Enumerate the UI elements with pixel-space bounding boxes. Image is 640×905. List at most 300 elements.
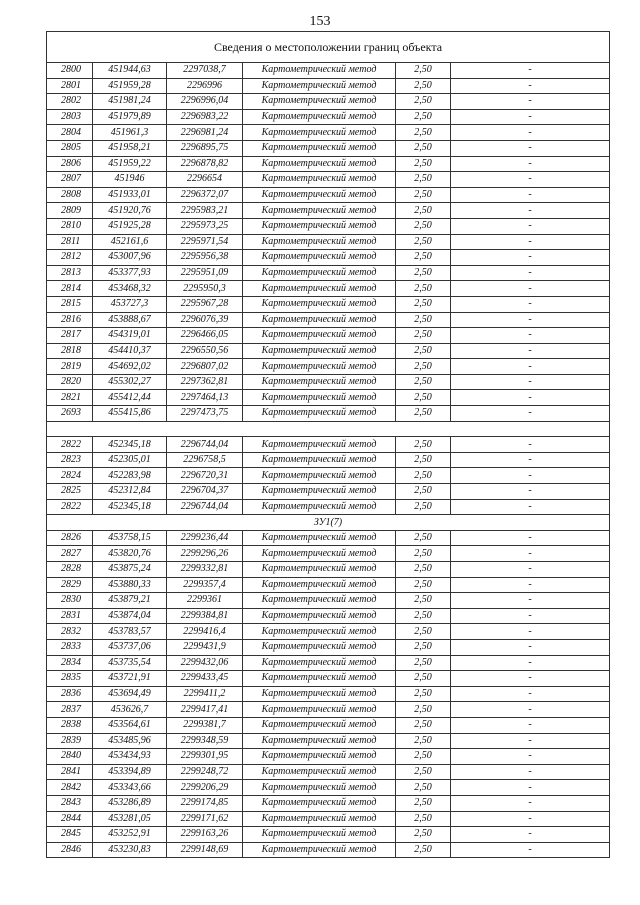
extra-cell: - bbox=[451, 452, 610, 468]
method-cell: Картометрический метод bbox=[243, 218, 396, 234]
y-coordinate-cell: 2299332,81 bbox=[167, 562, 243, 578]
table-row bbox=[47, 343, 610, 359]
accuracy-cell: 2,50 bbox=[396, 717, 451, 733]
accuracy-cell: 2,50 bbox=[396, 468, 451, 484]
method-cell: Картометрический метод bbox=[243, 374, 396, 390]
accuracy-cell: 2,50 bbox=[396, 63, 451, 79]
point-number-cell: 2844 bbox=[47, 811, 93, 827]
x-coordinate-cell: 451959,28 bbox=[93, 78, 167, 94]
table-row bbox=[47, 156, 610, 172]
point-number-cell: 2824 bbox=[47, 468, 93, 484]
point-number-cell: 2800 bbox=[47, 63, 93, 79]
point-number-cell: 2838 bbox=[47, 717, 93, 733]
point-number-cell: 2826 bbox=[47, 530, 93, 546]
point-number-cell: 2806 bbox=[47, 156, 93, 172]
table-row bbox=[47, 811, 610, 827]
extra-cell: - bbox=[451, 749, 610, 765]
x-coordinate-cell: 455412,44 bbox=[93, 390, 167, 406]
x-coordinate-cell: 452345,18 bbox=[93, 437, 167, 453]
x-coordinate-cell: 453564,61 bbox=[93, 717, 167, 733]
accuracy-cell: 2,50 bbox=[396, 156, 451, 172]
accuracy-cell: 2,50 bbox=[396, 250, 451, 266]
x-coordinate-cell: 454319,01 bbox=[93, 328, 167, 344]
point-number-cell: 2823 bbox=[47, 452, 93, 468]
point-number-cell: 2829 bbox=[47, 577, 93, 593]
method-cell: Картометрический метод bbox=[243, 187, 396, 203]
x-coordinate-cell: 452305,01 bbox=[93, 452, 167, 468]
method-cell: Картометрический метод bbox=[243, 234, 396, 250]
y-coordinate-cell: 2296076,39 bbox=[167, 312, 243, 328]
y-coordinate-cell: 2299174,85 bbox=[167, 795, 243, 811]
accuracy-cell: 2,50 bbox=[396, 842, 451, 858]
y-coordinate-cell: 2297473,75 bbox=[167, 406, 243, 422]
table-row bbox=[47, 484, 610, 500]
accuracy-cell: 2,50 bbox=[396, 795, 451, 811]
method-cell: Картометрический метод bbox=[243, 717, 396, 733]
table-row bbox=[47, 717, 610, 733]
extra-cell: - bbox=[451, 702, 610, 718]
extra-cell: - bbox=[451, 780, 610, 796]
method-cell: Картометрический метод bbox=[243, 499, 396, 515]
accuracy-cell: 2,50 bbox=[396, 686, 451, 702]
y-coordinate-cell: 2296981,24 bbox=[167, 125, 243, 141]
accuracy-cell: 2,50 bbox=[396, 374, 451, 390]
y-coordinate-cell: 2296654 bbox=[167, 172, 243, 188]
x-coordinate-cell: 455302,27 bbox=[93, 374, 167, 390]
method-cell: Картометрический метод bbox=[243, 484, 396, 500]
extra-cell: - bbox=[451, 296, 610, 312]
point-number-cell: 2825 bbox=[47, 484, 93, 500]
point-number-cell: 2840 bbox=[47, 749, 93, 765]
x-coordinate-cell: 453874,04 bbox=[93, 608, 167, 624]
point-number-cell: 2801 bbox=[47, 78, 93, 94]
x-coordinate-cell: 453468,32 bbox=[93, 281, 167, 297]
extra-cell: - bbox=[451, 468, 610, 484]
method-cell: Картометрический метод bbox=[243, 109, 396, 125]
table-row bbox=[47, 281, 610, 297]
blank-cell bbox=[47, 421, 610, 437]
table-row bbox=[47, 546, 610, 562]
extra-cell: - bbox=[451, 265, 610, 281]
point-number-cell: 2841 bbox=[47, 764, 93, 780]
x-coordinate-cell: 451925,28 bbox=[93, 218, 167, 234]
table-row bbox=[47, 250, 610, 266]
x-coordinate-cell: 453875,24 bbox=[93, 562, 167, 578]
table-row bbox=[47, 577, 610, 593]
method-cell: Картометрический метод bbox=[243, 437, 396, 453]
method-cell: Картометрический метод bbox=[243, 795, 396, 811]
point-number-cell: 2821 bbox=[47, 390, 93, 406]
accuracy-cell: 2,50 bbox=[396, 764, 451, 780]
extra-cell: - bbox=[451, 250, 610, 266]
y-coordinate-cell: 2295967,28 bbox=[167, 296, 243, 312]
table-row bbox=[47, 109, 610, 125]
method-cell: Картометрический метод bbox=[243, 639, 396, 655]
accuracy-cell: 2,50 bbox=[396, 328, 451, 344]
method-cell: Картометрический метод bbox=[243, 811, 396, 827]
accuracy-cell: 2,50 bbox=[396, 203, 451, 219]
point-number-cell: 2812 bbox=[47, 250, 93, 266]
boundary-table bbox=[46, 31, 610, 858]
method-cell: Картометрический метод bbox=[243, 328, 396, 344]
extra-cell: - bbox=[451, 156, 610, 172]
accuracy-cell: 2,50 bbox=[396, 484, 451, 500]
y-coordinate-cell: 2299148,69 bbox=[167, 842, 243, 858]
x-coordinate-cell: 451979,89 bbox=[93, 109, 167, 125]
extra-cell: - bbox=[451, 530, 610, 546]
table-row bbox=[47, 187, 610, 203]
extra-cell: - bbox=[451, 499, 610, 515]
table-row bbox=[47, 63, 610, 79]
x-coordinate-cell: 453434,93 bbox=[93, 749, 167, 765]
x-coordinate-cell: 452161,6 bbox=[93, 234, 167, 250]
table-row bbox=[47, 749, 610, 765]
point-number-cell: 2839 bbox=[47, 733, 93, 749]
table-row bbox=[47, 312, 610, 328]
table-row bbox=[47, 265, 610, 281]
accuracy-cell: 2,50 bbox=[396, 639, 451, 655]
method-cell: Картометрический метод bbox=[243, 203, 396, 219]
table-title-row bbox=[47, 32, 610, 63]
point-number-cell: 2835 bbox=[47, 671, 93, 687]
method-cell: Картометрический метод bbox=[243, 452, 396, 468]
table-row bbox=[47, 234, 610, 250]
point-number-cell: 2828 bbox=[47, 562, 93, 578]
extra-cell: - bbox=[451, 343, 610, 359]
extra-cell: - bbox=[451, 203, 610, 219]
point-number-cell: 2810 bbox=[47, 218, 93, 234]
y-coordinate-cell: 2296744,04 bbox=[167, 499, 243, 515]
table-row bbox=[47, 780, 610, 796]
extra-cell: - bbox=[451, 406, 610, 422]
accuracy-cell: 2,50 bbox=[396, 593, 451, 609]
accuracy-cell: 2,50 bbox=[396, 733, 451, 749]
x-coordinate-cell: 453735,54 bbox=[93, 655, 167, 671]
extra-cell: - bbox=[451, 374, 610, 390]
table-row bbox=[47, 140, 610, 156]
y-coordinate-cell: 2296758,5 bbox=[167, 452, 243, 468]
table-row bbox=[47, 296, 610, 312]
method-cell: Картометрический метод bbox=[243, 125, 396, 141]
extra-cell: - bbox=[451, 328, 610, 344]
extra-cell: - bbox=[451, 764, 610, 780]
accuracy-cell: 2,50 bbox=[396, 577, 451, 593]
accuracy-cell: 2,50 bbox=[396, 125, 451, 141]
y-coordinate-cell: 2299381,7 bbox=[167, 717, 243, 733]
y-coordinate-cell: 2299296,26 bbox=[167, 546, 243, 562]
accuracy-cell: 2,50 bbox=[396, 78, 451, 94]
point-number-cell: 2693 bbox=[47, 406, 93, 422]
y-coordinate-cell: 2296744,04 bbox=[167, 437, 243, 453]
x-coordinate-cell: 451958,21 bbox=[93, 140, 167, 156]
table-row bbox=[47, 655, 610, 671]
method-cell: Картометрический метод bbox=[243, 172, 396, 188]
y-coordinate-cell: 2299433,45 bbox=[167, 671, 243, 687]
table-row bbox=[47, 671, 610, 687]
x-coordinate-cell: 453783,57 bbox=[93, 624, 167, 640]
x-coordinate-cell: 451961,3 bbox=[93, 125, 167, 141]
x-coordinate-cell: 453286,89 bbox=[93, 795, 167, 811]
method-cell: Картометрический метод bbox=[243, 733, 396, 749]
extra-cell: - bbox=[451, 577, 610, 593]
page-number: 153 bbox=[309, 14, 331, 29]
extra-cell: - bbox=[451, 187, 610, 203]
x-coordinate-cell: 451920,76 bbox=[93, 203, 167, 219]
x-coordinate-cell: 451933,01 bbox=[93, 187, 167, 203]
table-row bbox=[47, 390, 610, 406]
x-coordinate-cell: 451946 bbox=[93, 172, 167, 188]
x-coordinate-cell: 453626,7 bbox=[93, 702, 167, 718]
extra-cell: - bbox=[451, 593, 610, 609]
extra-cell: - bbox=[451, 390, 610, 406]
method-cell: Картометрический метод bbox=[243, 63, 396, 79]
section-label: ЗУ1(7) bbox=[47, 515, 610, 531]
table-row bbox=[47, 374, 610, 390]
x-coordinate-cell: 453880,33 bbox=[93, 577, 167, 593]
accuracy-cell: 2,50 bbox=[396, 406, 451, 422]
x-coordinate-cell: 453485,96 bbox=[93, 733, 167, 749]
accuracy-cell: 2,50 bbox=[396, 234, 451, 250]
point-number-cell: 2811 bbox=[47, 234, 93, 250]
y-coordinate-cell: 2296704,37 bbox=[167, 484, 243, 500]
table-row bbox=[47, 608, 610, 624]
y-coordinate-cell: 2297464,13 bbox=[167, 390, 243, 406]
method-cell: Картометрический метод bbox=[243, 562, 396, 578]
accuracy-cell: 2,50 bbox=[396, 390, 451, 406]
table-row bbox=[47, 125, 610, 141]
point-number-cell: 2834 bbox=[47, 655, 93, 671]
point-number-cell: 2837 bbox=[47, 702, 93, 718]
y-coordinate-cell: 2299163,26 bbox=[167, 827, 243, 843]
extra-cell: - bbox=[451, 686, 610, 702]
accuracy-cell: 2,50 bbox=[396, 546, 451, 562]
accuracy-cell: 2,50 bbox=[396, 359, 451, 375]
x-coordinate-cell: 454410,37 bbox=[93, 343, 167, 359]
point-number-cell: 2802 bbox=[47, 94, 93, 110]
accuracy-cell: 2,50 bbox=[396, 749, 451, 765]
method-cell: Картометрический метод bbox=[243, 655, 396, 671]
point-number-cell: 2827 bbox=[47, 546, 93, 562]
y-coordinate-cell: 2297362,81 bbox=[167, 374, 243, 390]
table-row bbox=[47, 530, 610, 546]
method-cell: Картометрический метод bbox=[243, 312, 396, 328]
extra-cell: - bbox=[451, 218, 610, 234]
method-cell: Картометрический метод bbox=[243, 530, 396, 546]
point-number-cell: 2830 bbox=[47, 593, 93, 609]
extra-cell: - bbox=[451, 827, 610, 843]
table-row bbox=[47, 359, 610, 375]
extra-cell: - bbox=[451, 608, 610, 624]
x-coordinate-cell: 452345,18 bbox=[93, 499, 167, 515]
x-coordinate-cell: 453888,67 bbox=[93, 312, 167, 328]
point-number-cell: 2808 bbox=[47, 187, 93, 203]
x-coordinate-cell: 453281,05 bbox=[93, 811, 167, 827]
y-coordinate-cell: 2296466,05 bbox=[167, 328, 243, 344]
y-coordinate-cell: 2299206,29 bbox=[167, 780, 243, 796]
x-coordinate-cell: 455415,86 bbox=[93, 406, 167, 422]
y-coordinate-cell: 2299171,62 bbox=[167, 811, 243, 827]
extra-cell: - bbox=[451, 172, 610, 188]
extra-cell: - bbox=[451, 639, 610, 655]
method-cell: Картометрический метод bbox=[243, 140, 396, 156]
table-row bbox=[47, 328, 610, 344]
point-number-cell: 2817 bbox=[47, 328, 93, 344]
extra-cell: - bbox=[451, 546, 610, 562]
extra-cell: - bbox=[451, 842, 610, 858]
table-row bbox=[47, 639, 610, 655]
method-cell: Картометрический метод bbox=[243, 780, 396, 796]
y-coordinate-cell: 2299411,2 bbox=[167, 686, 243, 702]
extra-cell: - bbox=[451, 671, 610, 687]
table-row bbox=[47, 795, 610, 811]
table-row bbox=[47, 94, 610, 110]
x-coordinate-cell: 452283,98 bbox=[93, 468, 167, 484]
extra-cell: - bbox=[451, 78, 610, 94]
method-cell: Картометрический метод bbox=[243, 842, 396, 858]
y-coordinate-cell: 2299432,06 bbox=[167, 655, 243, 671]
method-cell: Картометрический метод bbox=[243, 265, 396, 281]
method-cell: Картометрический метод bbox=[243, 156, 396, 172]
point-number-cell: 2833 bbox=[47, 639, 93, 655]
point-number-cell: 2807 bbox=[47, 172, 93, 188]
method-cell: Картометрический метод bbox=[243, 827, 396, 843]
table-row bbox=[47, 78, 610, 94]
extra-cell: - bbox=[451, 281, 610, 297]
table-row bbox=[47, 702, 610, 718]
point-number-cell: 2822 bbox=[47, 499, 93, 515]
y-coordinate-cell: 2295951,09 bbox=[167, 265, 243, 281]
y-coordinate-cell: 2299384,81 bbox=[167, 608, 243, 624]
extra-cell: - bbox=[451, 484, 610, 500]
accuracy-cell: 2,50 bbox=[396, 296, 451, 312]
method-cell: Картометрический метод bbox=[243, 702, 396, 718]
y-coordinate-cell: 2299431,9 bbox=[167, 639, 243, 655]
method-cell: Картометрический метод bbox=[243, 406, 396, 422]
x-coordinate-cell: 453820,76 bbox=[93, 546, 167, 562]
x-coordinate-cell: 453758,15 bbox=[93, 530, 167, 546]
method-cell: Картометрический метод bbox=[243, 281, 396, 297]
method-cell: Картометрический метод bbox=[243, 577, 396, 593]
x-coordinate-cell: 451959,22 bbox=[93, 156, 167, 172]
point-number-cell: 2809 bbox=[47, 203, 93, 219]
accuracy-cell: 2,50 bbox=[396, 702, 451, 718]
point-number-cell: 2843 bbox=[47, 795, 93, 811]
point-number-cell: 2820 bbox=[47, 374, 93, 390]
extra-cell: - bbox=[451, 312, 610, 328]
accuracy-cell: 2,50 bbox=[396, 780, 451, 796]
extra-cell: - bbox=[451, 811, 610, 827]
point-number-cell: 2816 bbox=[47, 312, 93, 328]
blank-row bbox=[47, 421, 610, 437]
y-coordinate-cell: 2296983,22 bbox=[167, 109, 243, 125]
accuracy-cell: 2,50 bbox=[396, 530, 451, 546]
method-cell: Картометрический метод bbox=[243, 468, 396, 484]
y-coordinate-cell: 2296895,75 bbox=[167, 140, 243, 156]
method-cell: Картометрический метод bbox=[243, 78, 396, 94]
table-row bbox=[47, 842, 610, 858]
point-number-cell: 2832 bbox=[47, 624, 93, 640]
accuracy-cell: 2,50 bbox=[396, 281, 451, 297]
accuracy-cell: 2,50 bbox=[396, 811, 451, 827]
table-row bbox=[47, 593, 610, 609]
y-coordinate-cell: 2299361 bbox=[167, 593, 243, 609]
y-coordinate-cell: 2299348,59 bbox=[167, 733, 243, 749]
accuracy-cell: 2,50 bbox=[396, 94, 451, 110]
accuracy-cell: 2,50 bbox=[396, 437, 451, 453]
method-cell: Картометрический метод bbox=[243, 764, 396, 780]
accuracy-cell: 2,50 bbox=[396, 109, 451, 125]
accuracy-cell: 2,50 bbox=[396, 671, 451, 687]
table-row bbox=[47, 624, 610, 640]
point-number-cell: 2831 bbox=[47, 608, 93, 624]
x-coordinate-cell: 453007,96 bbox=[93, 250, 167, 266]
y-coordinate-cell: 2296878,82 bbox=[167, 156, 243, 172]
accuracy-cell: 2,50 bbox=[396, 608, 451, 624]
method-cell: Картометрический метод bbox=[243, 624, 396, 640]
accuracy-cell: 2,50 bbox=[396, 140, 451, 156]
table-row bbox=[47, 733, 610, 749]
accuracy-cell: 2,50 bbox=[396, 624, 451, 640]
table-row bbox=[47, 827, 610, 843]
x-coordinate-cell: 453737,06 bbox=[93, 639, 167, 655]
point-number-cell: 2818 bbox=[47, 343, 93, 359]
table-row bbox=[47, 468, 610, 484]
x-coordinate-cell: 453394,89 bbox=[93, 764, 167, 780]
x-coordinate-cell: 453377,93 bbox=[93, 265, 167, 281]
method-cell: Картометрический метод bbox=[243, 390, 396, 406]
method-cell: Картометрический метод bbox=[243, 296, 396, 312]
x-coordinate-cell: 451981,24 bbox=[93, 94, 167, 110]
table-row bbox=[47, 437, 610, 453]
y-coordinate-cell: 2296807,02 bbox=[167, 359, 243, 375]
extra-cell: - bbox=[451, 63, 610, 79]
accuracy-cell: 2,50 bbox=[396, 655, 451, 671]
method-cell: Картометрический метод bbox=[243, 359, 396, 375]
method-cell: Картометрический метод bbox=[243, 250, 396, 266]
extra-cell: - bbox=[451, 655, 610, 671]
x-coordinate-cell: 453879,21 bbox=[93, 593, 167, 609]
x-coordinate-cell: 453230,83 bbox=[93, 842, 167, 858]
method-cell: Картометрический метод bbox=[243, 749, 396, 765]
point-number-cell: 2845 bbox=[47, 827, 93, 843]
table-title: Сведения о местоположении границ объекта bbox=[47, 32, 610, 63]
point-number-cell: 2836 bbox=[47, 686, 93, 702]
x-coordinate-cell: 451944,63 bbox=[93, 63, 167, 79]
point-number-cell: 2813 bbox=[47, 265, 93, 281]
accuracy-cell: 2,50 bbox=[396, 265, 451, 281]
method-cell: Картометрический метод bbox=[243, 593, 396, 609]
y-coordinate-cell: 2299301,95 bbox=[167, 749, 243, 765]
extra-cell: - bbox=[451, 562, 610, 578]
point-number-cell: 2803 bbox=[47, 109, 93, 125]
x-coordinate-cell: 454692,02 bbox=[93, 359, 167, 375]
accuracy-cell: 2,50 bbox=[396, 187, 451, 203]
accuracy-cell: 2,50 bbox=[396, 172, 451, 188]
accuracy-cell: 2,50 bbox=[396, 218, 451, 234]
extra-cell: - bbox=[451, 234, 610, 250]
y-coordinate-cell: 2297038,7 bbox=[167, 63, 243, 79]
y-coordinate-cell: 2295956,38 bbox=[167, 250, 243, 266]
table-row bbox=[47, 764, 610, 780]
accuracy-cell: 2,50 bbox=[396, 343, 451, 359]
method-cell: Картометрический метод bbox=[243, 546, 396, 562]
y-coordinate-cell: 2299248,72 bbox=[167, 764, 243, 780]
point-number-cell: 2842 bbox=[47, 780, 93, 796]
point-number-cell: 2846 bbox=[47, 842, 93, 858]
extra-cell: - bbox=[451, 109, 610, 125]
extra-cell: - bbox=[451, 140, 610, 156]
accuracy-cell: 2,50 bbox=[396, 562, 451, 578]
